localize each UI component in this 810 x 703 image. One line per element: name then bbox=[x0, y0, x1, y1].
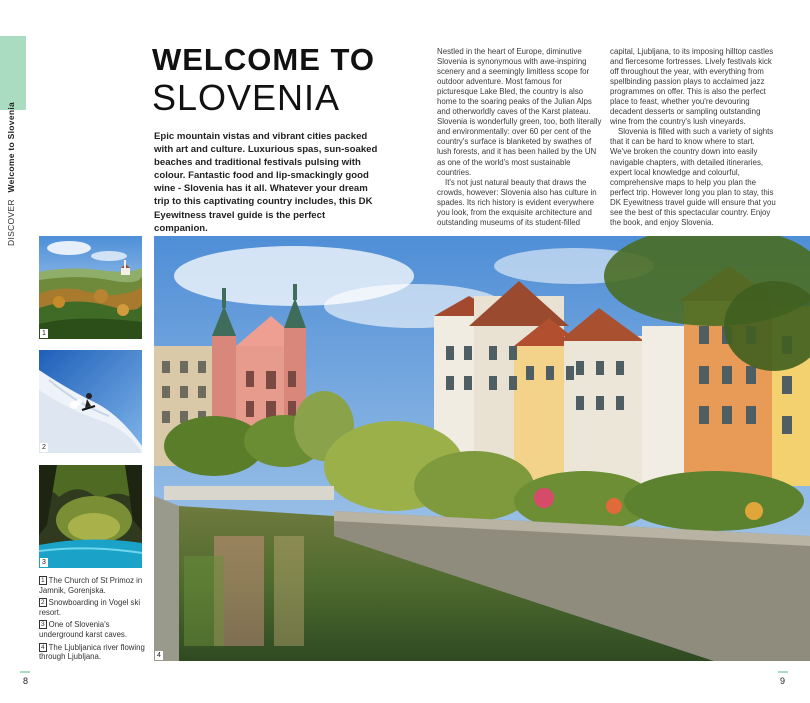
caption-number: 3 bbox=[41, 621, 45, 629]
photo-snowboarding bbox=[39, 350, 142, 453]
caption-number: 4 bbox=[41, 643, 45, 651]
body-column-2 bbox=[610, 47, 778, 228]
caption bbox=[39, 576, 149, 595]
page-title-line2: SLOVENIA bbox=[152, 77, 341, 118]
caption-number: 2 bbox=[41, 599, 45, 607]
photo-church-st-primoz bbox=[39, 236, 142, 339]
body-column-1 bbox=[437, 47, 603, 228]
photo-number: 3 bbox=[42, 559, 46, 566]
caption bbox=[39, 643, 149, 662]
caption bbox=[39, 598, 149, 617]
photo-number: 2 bbox=[42, 444, 46, 451]
page-number-right: 9 bbox=[780, 676, 786, 686]
photo-ljubljanica-river bbox=[154, 236, 810, 661]
intro-paragraph: Epic mountain vistas and vibrant cities packed with art and culture. Luxurious spas, sun-soaked beaches and traditional festivals pulsing with colour. Fantastic food and lip-smackingly good wine - Slovenia has it all. Whatever your dream trip to this captivating country includes, this DK Eyewitness travel guide is the perfect companion. bbox=[154, 131, 378, 234]
section-label: DISCOVER bbox=[6, 199, 16, 246]
karst-cave-photo bbox=[39, 465, 142, 568]
page-title-line1: WELCOME TO bbox=[152, 42, 375, 77]
caption bbox=[39, 620, 149, 639]
caption-text: The Church of St Primoz in Jamnik, Gorenjska. bbox=[39, 576, 143, 595]
chapter-title: Welcome to Slovenia bbox=[6, 101, 16, 193]
body-paragraph: capital, Ljubljana, to its imposing hilltop castles and fiercesome fortresses. Lively festivals kick off throughout the year, with everything from spellbinding passion plays to acclaimed jazz programmes on offer. This is also the perfect place to feast, whether you're devouring decadent desserts or sampling outstanding wine from the country's lush vineyards. bbox=[610, 47, 774, 127]
folio-accent-right bbox=[778, 671, 788, 673]
photo-karst-cave bbox=[39, 465, 142, 568]
body-paragraph: It's not just natural beauty that draws the crowds, however: Slovenia also has culture in spades. Its rich history is evident everywhere you look, from the exquisite architecture and outstanding museums of its student-filled bbox=[437, 177, 597, 227]
body-paragraph: Nestled in the heart of Europe, diminutive Slovenia is synonymous with awe-inspiring scenery and a seemingly limitless scope for outdoor adventure. Most famous for picturesque Lake Bled, the country is also home to the soaring peaks of the Julian Alps and otherworldly caves of the Karst plateau. Slovenia is wonderfully green, too, both literally and environmentally: over 60 per cent of the country's surface is blanketed by swathes of lush forests, and it has been hailed by the UN as one of the world's most sustainable countries. bbox=[437, 47, 602, 177]
photo-number: 4 bbox=[157, 652, 161, 659]
photo-captions bbox=[39, 576, 149, 665]
ljubljanica-river-photo bbox=[154, 236, 810, 661]
caption-text: The Ljubljanica river flowing through Ljubljana. bbox=[39, 642, 145, 662]
section-color-tab bbox=[0, 36, 26, 110]
body-paragraph: Slovenia is filled with such a variety of sights that it can be hard to know where to start. We've broken the country down into easily navigable chapters, with detailed itineraries, expert local knowledge and colourful, comprehensive maps to help you plan the perfect trip. However long you plan to stay, this DK Eyewitness travel guide will ensure that you see the best of this spectacular country. Enjoy the book, and enjoy Slovenia. bbox=[610, 127, 776, 227]
running-header bbox=[6, 101, 20, 248]
caption-text: Snowboarding in Vogel ski resort. bbox=[39, 598, 141, 617]
snowboarder-photo bbox=[39, 350, 142, 453]
hilltop-church-photo bbox=[39, 236, 142, 339]
photo-number: 1 bbox=[42, 330, 46, 337]
caption-number: 1 bbox=[41, 577, 45, 584]
page-number-left: 8 bbox=[23, 676, 29, 686]
folio-accent-left bbox=[20, 671, 30, 673]
caption-text: One of Slovenia's underground karst caves. bbox=[39, 620, 127, 639]
